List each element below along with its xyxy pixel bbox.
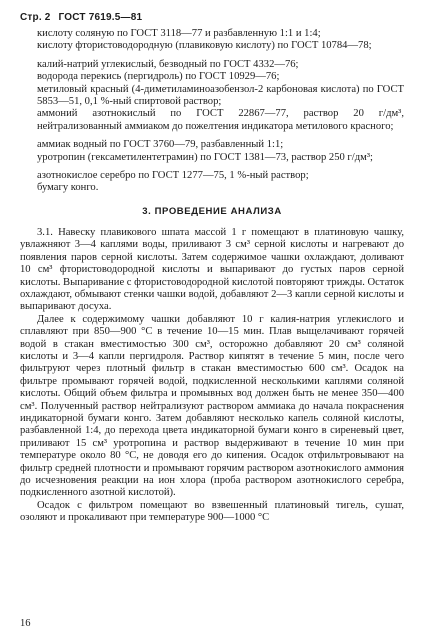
reagent-item: кислоту соляную по ГОСТ 3118—77 и разбавленную 1:1 и 1:4; — [37, 28, 321, 39]
procedure-text — [20, 227, 404, 525]
reagent-item: кислоту фтористоводородную (плавиковую кислоту) по ГОСТ 10784—78; — [37, 40, 372, 52]
reagent-list — [20, 28, 404, 195]
reagent-item: аммоний азотнокислый по ГОСТ 22867—77, раствор 20 г/дм³, нейтрализованный аммиаком до пожелтения индикатора метилового красного; — [37, 108, 404, 132]
reagent-item: уротропин (гексаметилентетрамин) по ГОСТ 1381—73, раствор 250 г/дм³; — [37, 151, 373, 163]
paragraph: Далее к содержимому чашки добавляют 10 г калия-натрия углекислого и сплавляют при 850—900 °С в течение 10—15 мин. Плав выщелачивают горячей водой в стакан вместимостью 300 см³, осторожно добавляют 20 см³ соляной кислоты и 3—4 капли пергидроля. Раствор кипятят в течение 5 мин, после чего фильтруют через плотный фильтр в стакан вместимостью 600 см³. Осадок на фильтре промывают горячей водой, подкисленной несколькими каплями соляной кислоты. Общий объем фильтра и промывных вод должен быть не менее 350—400 см³. Полученный раствор нейтрализуют раствором аммиака до начала покраснения индикаторной бумаги конго. Затем добавляют несколько капель соляной кислоты, разбавленной 1:4, до перехода цвета индикаторной бумаги конго в сиреневый цвет, приливают 15 см³ уротропина и раствор выдерживают в течение 10 мин при температуре около 80 °С, не доводя его до кипения. Осадок отфильтровывают на фильтр средней плотности и промывают горячим раствором азотнокислого аммония до исчезновения реакции на ион хлора (проба раствором азотнокислого серебра, подкисленного азотной кислотой). — [20, 313, 404, 499]
paragraph: 3.1. Навеску плавикового шпата массой 1 г помещают в платиновую чашку, увлажняют 3—4 каплями воды, приливают 3 см³ серной кислоты и нагревают до появления паров серной кислоты. Затем содержимое чашки охлаждают, доливают 10 см³ фтористоводородной кислоты и выпаривают до густых паров серной кислоты. Выпаривание с фтористоводородной кислотой повторяют трижды. Остаток охлаждают, обмывают стенки чашки водой, добавляют 2—3 капли серной кислоты и выпаривают досуха. — [20, 226, 404, 313]
page-header — [20, 12, 404, 28]
reagent-item: водорода перекись (пергидроль) по ГОСТ 10929—76; — [37, 71, 280, 83]
reagent-item: бумагу конго. — [37, 182, 99, 194]
page-label: Стр. 2 — [20, 12, 51, 23]
paragraph: Осадок с фильтром помещают во взвешенный платиновый тигель, сушат, озоляют и прокаливают при температуре 900—1000 °С — [20, 499, 404, 524]
reagent-item: метиловый красный (4-диметиламиноазобензол-2 карбоновая кислота) по ГОСТ 5853—51, 0,1 %-ный спиртовой раствор; — [37, 83, 404, 108]
reagent-item: аммиак водный по ГОСТ 3760—79, разбавленный 1:1; — [37, 139, 284, 151]
page-number: 16 — [20, 618, 31, 629]
reagent-item: азотнокислое серебро по ГОСТ 1277—75, 1 %-ный раствор; — [37, 170, 309, 182]
reagent-item: калий-натрий углекислый, безводный по ГОСТ 4332—76; — [37, 58, 299, 70]
standard-number: ГОСТ 7619.5—81 — [58, 12, 143, 23]
section-title: 3. ПРОВЕДЕНИЕ АНАЛИЗА — [142, 205, 282, 217]
